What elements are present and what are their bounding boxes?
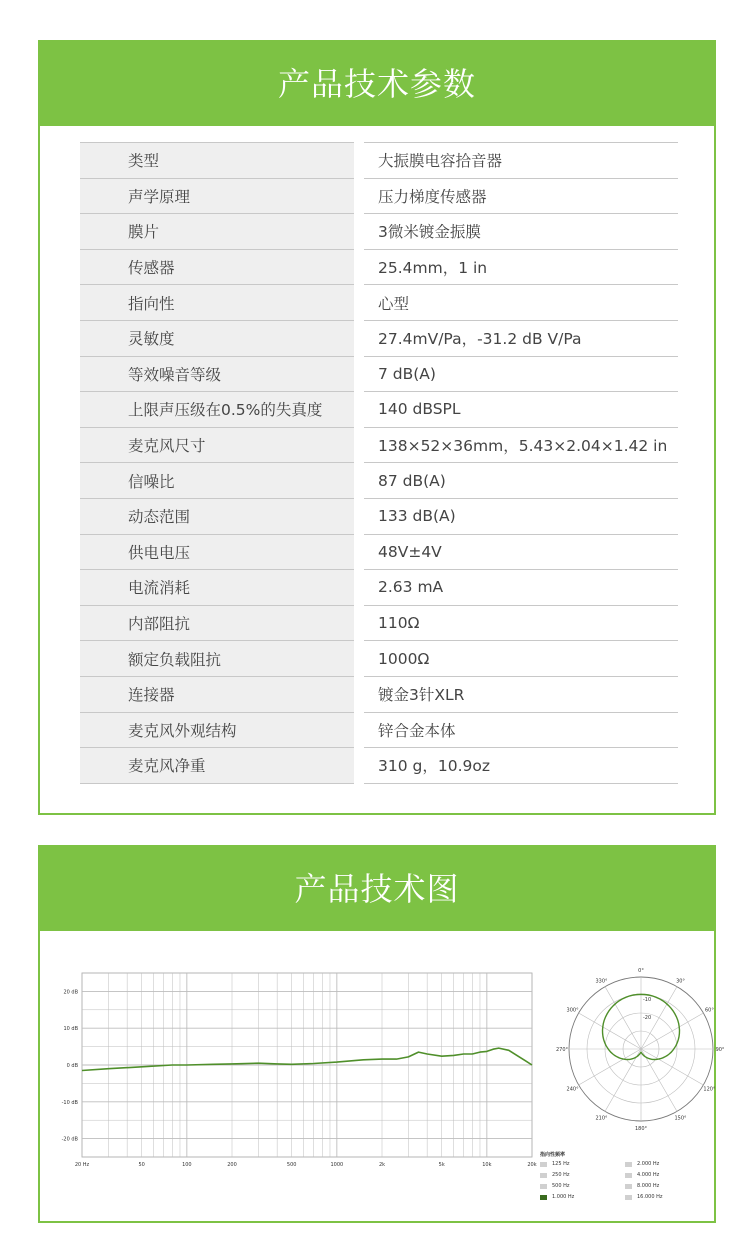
- legend-swatch: [625, 1195, 632, 1200]
- spec-label: 电流消耗: [80, 570, 354, 606]
- legend-swatch: [540, 1195, 547, 1200]
- spec-table: [80, 142, 678, 784]
- spec-row: [80, 606, 678, 642]
- polar-angle-label: 120°: [703, 1086, 716, 1093]
- spec-label: 信噪比: [80, 463, 354, 499]
- polar-legend-item: [625, 1161, 710, 1167]
- x-tick-label: 20 Hz: [74, 1162, 90, 1168]
- spec-label: 连接器: [80, 677, 354, 713]
- spec-gap: [354, 179, 364, 215]
- legend-swatch: [625, 1162, 632, 1167]
- spec-row: [80, 179, 678, 215]
- polar-legend-item: [540, 1161, 625, 1167]
- polar-legend-item: [625, 1194, 710, 1200]
- spec-row: [80, 535, 678, 571]
- frequency-response-chart: [52, 967, 537, 1207]
- spec-value: 133 dB(A): [364, 499, 678, 535]
- x-tick-label: 5k: [438, 1162, 445, 1168]
- polar-pattern-chart: [555, 965, 725, 1141]
- spec-row: [80, 428, 678, 464]
- spec-row: [80, 463, 678, 499]
- spec-label: 等效噪音等级: [80, 357, 354, 393]
- spec-gap: [354, 713, 364, 749]
- legend-label: 8.000 Hz: [637, 1183, 660, 1189]
- spec-gap: [354, 250, 364, 286]
- spec-value: 138×52×36mm，5.43×2.04×1.42 in: [364, 428, 678, 464]
- spec-gap: [354, 499, 364, 535]
- y-tick-label: -10 dB: [61, 1099, 78, 1106]
- spec-label: 指向性: [80, 285, 354, 321]
- spec-label: 额定负载阻抗: [80, 641, 354, 677]
- spec-gap: [354, 428, 364, 464]
- spec-value: 140 dBSPL: [364, 392, 678, 428]
- spec-value: 87 dB(A): [364, 463, 678, 499]
- polar-legend: [540, 1151, 710, 1200]
- polar-spoke: [579, 1049, 641, 1085]
- polar-legend-items: [540, 1161, 710, 1200]
- legend-label: 16.000 Hz: [637, 1194, 663, 1200]
- legend-label: 4.000 Hz: [637, 1172, 660, 1178]
- polar-angle-label: 90°: [715, 1047, 725, 1053]
- spec-row: [80, 713, 678, 749]
- diagram-panel: [38, 845, 725, 1223]
- legend-swatch: [540, 1162, 547, 1167]
- polar-angle-label: 180°: [634, 1126, 648, 1132]
- polar-angle-label: 30°: [676, 978, 685, 985]
- spec-value: 110Ω: [364, 606, 678, 642]
- spec-label: 上限声压级在0.5%的失真度: [80, 392, 354, 428]
- spec-label: 麦克风净重: [80, 748, 354, 784]
- legend-label: 250 Hz: [552, 1172, 570, 1178]
- legend-label: 2.000 Hz: [637, 1161, 660, 1167]
- spec-value: 25.4mm，1 in: [364, 250, 678, 286]
- polar-angle-label: 0°: [638, 968, 644, 974]
- y-tick-label: 20 dB: [63, 989, 78, 996]
- polar-legend-title: 指向性频率: [540, 1152, 566, 1158]
- spec-label: 麦克风尺寸: [80, 428, 354, 464]
- spec-value: 大振膜电容拾音器: [364, 142, 678, 179]
- polar-legend-item: [540, 1183, 625, 1189]
- polar-angle-label: 300°: [566, 1007, 579, 1014]
- polar-angle-label: 60°: [704, 1007, 714, 1014]
- x-tick-label: 2k: [378, 1162, 386, 1168]
- spec-label: 灵敏度: [80, 321, 354, 357]
- spec-gap: [354, 214, 364, 250]
- spec-row: [80, 142, 678, 179]
- spec-gap: [354, 570, 364, 606]
- spec-value: 27.4mV/Pa，-31.2 dB V/Pa: [364, 321, 678, 357]
- spec-row: [80, 499, 678, 535]
- spec-gap: [354, 321, 364, 357]
- polar-ring-label: -20: [643, 1015, 652, 1021]
- spec-label: 动态范围: [80, 499, 354, 535]
- spec-gap: [354, 357, 364, 393]
- spec-row: [80, 357, 678, 393]
- spec-label: 供电电压: [80, 535, 354, 571]
- spec-value: 1000Ω: [364, 641, 678, 677]
- legend-label: 1.000 Hz: [552, 1194, 575, 1200]
- spec-row: [80, 748, 678, 784]
- spec-value: 2.63 mA: [364, 570, 678, 606]
- x-tick-label: 20k: [527, 1162, 537, 1168]
- spec-row: [80, 570, 678, 606]
- legend-swatch: [625, 1184, 632, 1189]
- spec-gap: [354, 677, 364, 713]
- spec-row: [80, 392, 678, 428]
- legend-swatch: [625, 1173, 632, 1178]
- diagram-panel-title: 产品技术图: [40, 847, 714, 931]
- spec-label: 声学原理: [80, 179, 354, 215]
- legend-label: 500 Hz: [552, 1183, 570, 1189]
- spec-label: 类型: [80, 142, 354, 179]
- spec-value: 310 g，10.9oz: [364, 748, 678, 784]
- spec-value: 3微米镀金振膜: [364, 214, 678, 250]
- spec-value: 心型: [364, 285, 678, 321]
- spec-label: 麦克风外观结构: [80, 713, 354, 749]
- spec-row: [80, 250, 678, 286]
- x-tick-label: 500: [286, 1162, 297, 1168]
- spec-value: 7 dB(A): [364, 357, 678, 393]
- spec-gap: [354, 142, 364, 179]
- spec-panel-title: 产品技术参数: [40, 42, 714, 126]
- spec-value: 镀金3针XLR: [364, 677, 678, 713]
- spec-value: 锌合金本体: [364, 713, 678, 749]
- spec-row: [80, 285, 678, 321]
- legend-label: 125 Hz: [552, 1161, 570, 1167]
- spec-row: [80, 677, 678, 713]
- polar-legend-item: [540, 1172, 625, 1178]
- polar-angle-label: 270°: [555, 1047, 569, 1053]
- spec-gap: [354, 641, 364, 677]
- spec-row: [80, 641, 678, 677]
- polar-legend-item: [625, 1172, 710, 1178]
- polar-angle-label: 240°: [566, 1086, 579, 1093]
- polar-angle-label: 150°: [674, 1115, 687, 1122]
- spec-row: [80, 321, 678, 357]
- spec-value: 48V±4V: [364, 535, 678, 571]
- polar-angle-label: 210°: [595, 1115, 608, 1122]
- spec-gap: [354, 285, 364, 321]
- spec-label: 膜片: [80, 214, 354, 250]
- x-tick-label: 100: [182, 1162, 192, 1168]
- x-tick-label: 200: [227, 1162, 237, 1168]
- spec-value: 压力梯度传感器: [364, 179, 678, 215]
- spec-label: 内部阻抗: [80, 606, 354, 642]
- polar-spoke: [579, 1013, 641, 1049]
- x-tick-label: 1000: [330, 1162, 344, 1168]
- spec-gap: [354, 606, 364, 642]
- spec-gap: [354, 392, 364, 428]
- x-tick-label: 50: [138, 1162, 145, 1168]
- polar-spoke: [641, 1049, 703, 1085]
- spec-gap: [354, 535, 364, 571]
- y-tick-label: 10 dB: [63, 1026, 78, 1033]
- spec-row: [80, 214, 678, 250]
- spec-gap: [354, 463, 364, 499]
- polar-angle-label: 330°: [595, 978, 608, 985]
- spec-gap: [354, 748, 364, 784]
- x-tick-label: 10k: [482, 1162, 492, 1168]
- y-tick-label: 0 dB: [66, 1063, 78, 1069]
- polar-legend-item: [625, 1183, 710, 1189]
- y-tick-label: -20 dB: [61, 1136, 78, 1143]
- polar-ring-label: -10: [643, 997, 652, 1003]
- legend-swatch: [540, 1173, 547, 1178]
- polar-legend-item: [540, 1194, 625, 1200]
- spec-label: 传感器: [80, 250, 354, 286]
- polar-spoke: [605, 987, 641, 1049]
- legend-swatch: [540, 1184, 547, 1189]
